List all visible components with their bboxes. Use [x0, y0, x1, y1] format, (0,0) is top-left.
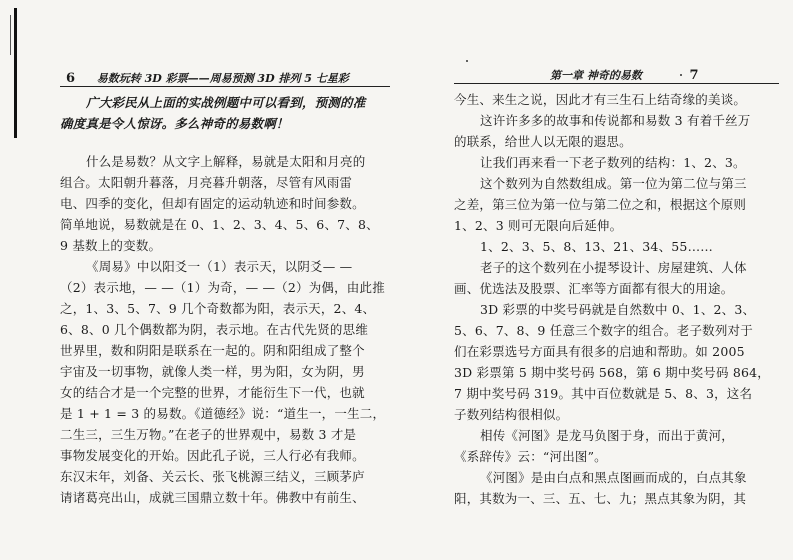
left-header-rule — [60, 86, 390, 87]
body-line: （2）表示地，— —（1）为奇，— —（2）为偶，由此推 — [60, 280, 385, 295]
right-page-running-title: 第一章 神奇的易数 — [550, 69, 642, 82]
body-line: 今生、来生之说，因此才有三生石上结奇缘的美谈。 — [454, 92, 747, 107]
body-line: 阳，其数为一、三、五、七、九；黑点其象为阴，其 — [454, 491, 747, 506]
body-line: 电、四季的变化，但却有固定的运动轨迹和时间参数。 — [60, 196, 365, 211]
body-line: 1、2、3、5、8、13、21、34、55…… — [480, 239, 713, 254]
body-line: 简单地说，易数就是在 0、1、2、3、4、5、6、7、8、 — [60, 217, 379, 232]
right-header-rule — [454, 83, 779, 84]
intro-line: 广大彩民从上面的实战例题中可以看到，预测的准 — [86, 95, 366, 110]
body-line: 事物发展变化的开始。因此孔子说，三人行必有我师。 — [60, 448, 365, 463]
body-line: 之，1、3、5、7、9 几个奇数都为阳，表示天，2、4、 — [60, 301, 376, 316]
speck-mark — [466, 60, 468, 62]
body-line: 们在彩票选号方面具有很多的启迪和帮助。如 2005 — [454, 344, 745, 359]
body-line: 什么是易数？从文字上解释，易就是太阳和月亮的 — [86, 154, 366, 169]
body-line: 请诸葛亮出山，成就三国鼎立数十年。佛教中有前生、 — [60, 490, 365, 505]
body-line: 5、6、7、8、9 任意三个数字的组合。老子数列对于 — [454, 323, 753, 338]
body-line: 让我们再来看一下老子数列的结构：1、2、3。 — [480, 155, 746, 170]
intro-line: 确度真是令人惊讶。多么神奇的易数啊！ — [60, 116, 289, 131]
body-line: 之差，第三位为第一位与第二位之和，根据这个原则 — [454, 197, 747, 212]
body-line: 组合。太阳朝升暮落，月亮暮升朝落，尽管有风雨雷 — [60, 175, 353, 190]
body-line: 《系辞传》云：“河出图”。 — [454, 449, 607, 464]
right-page-number: 7 — [689, 68, 699, 83]
body-line: 女的结合才是一个完整的世界，才能衍生下一代，也就 — [60, 385, 365, 400]
body-line: 3D 彩票的中奖号码就是自然数中 0、1、2、3、 — [480, 302, 756, 317]
body-line: 画、优选法及股票、汇率等方面都有很大的用途。 — [454, 281, 734, 296]
body-line: 宇宙及一切事物，就像人类一样，男为阳，女为阴，男 — [60, 364, 365, 379]
body-line: 1、2、3 则可无限向后延伸。 — [454, 218, 623, 233]
body-line: 相传《河图》是龙马负图于身，而出于黄河， — [480, 428, 735, 443]
left-page-header — [66, 70, 349, 86]
body-line: 3D 彩票第 5 期中奖号码 568，第 6 期中奖号码 864， — [454, 365, 771, 380]
right-page-header — [550, 67, 699, 83]
body-line: 这许许多多的故事和传说都和易数 3 有着千丝万 — [480, 113, 751, 128]
body-line: 是 1 + 1 = 3 的易数。《道德经》说：“道生一，一生二， — [60, 406, 386, 421]
body-line: 6、8、0 几个偶数都为阴，表示地。在古代先贤的思维 — [60, 322, 369, 337]
left-page-running-title: 易数玩转 3D 彩票——周易预测 3D 排列 5 七星彩 — [96, 72, 349, 85]
body-line: 7 期中奖号码 319。其中百位数就是 5、8、3，这名 — [454, 386, 753, 401]
body-line: 这个数列为自然数组成。第一位为第二位与第三 — [480, 176, 747, 191]
left-page-number: 6 — [66, 71, 76, 86]
body-line: 子数列结构很相似。 — [454, 407, 569, 422]
body-line: 老子的这个数列在小提琴设计、房屋建筑、人体 — [480, 260, 747, 275]
body-line: 二生三，三生万物。”在老子的世界观中，易数 3 才是 — [60, 427, 357, 442]
body-line: 9 基数上的变数。 — [60, 238, 162, 253]
speck-mark — [680, 74, 682, 76]
body-line: 《河图》是由白点和黑点图画而成的，白点其象 — [480, 470, 747, 485]
body-line: 的联系，给世人以无限的遐思。 — [454, 134, 632, 149]
body-line: 东汉末年，刘备、关云长、张飞桃源三结义，三顾茅庐 — [60, 469, 365, 484]
body-line: 世界里，数和阴阳是联系在一起的。阴和阳组成了整个 — [60, 343, 365, 358]
right-page — [404, 0, 793, 560]
body-line: 《周易》中以阳爻一（1）表示天，以阴爻— — — [86, 259, 353, 274]
